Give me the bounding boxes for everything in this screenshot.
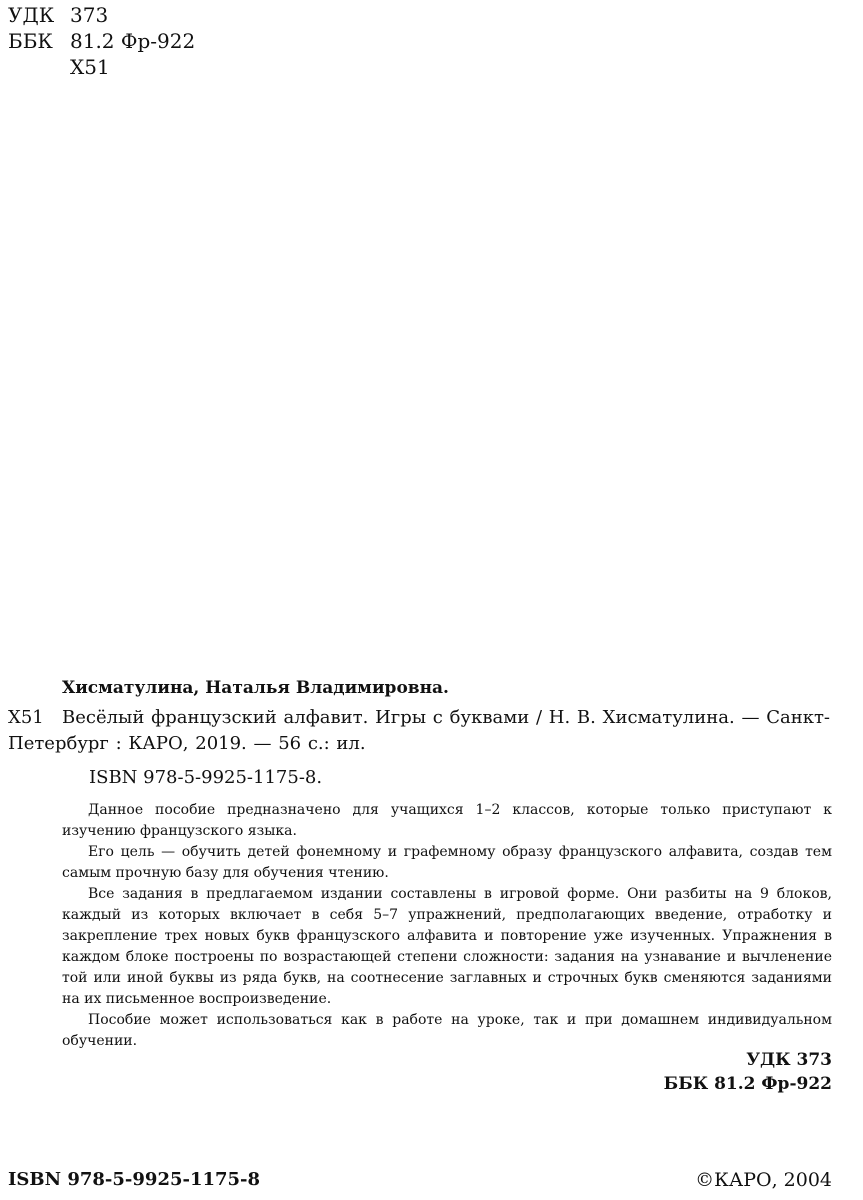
bbk-label: ББК [8, 29, 53, 53]
annotation-paragraph-1: Данное пособие предназначено для учащихся 1–2 классов, которые только приступают к изучению французского языка. [62, 802, 832, 839]
isbn-entry: ISBN 978-5-9925-1175-8. [89, 767, 323, 788]
udk-label: УДК [8, 3, 55, 27]
annotation [62, 800, 832, 1052]
entry-code: Х51 [8, 707, 44, 728]
author-mark: Х51 [70, 55, 110, 79]
bbk-bottom: ББК 81.2 Фр-922 [663, 1074, 832, 1094]
author-name: Хисматулина, Наталья Владимировна. [62, 678, 449, 698]
footer-isbn: ISBN 978-5-9925-1175-8 [8, 1169, 261, 1190]
annotation-paragraph-3: Все задания в предлагаемом издании составлены в игровой форме. Они разбиты на 9 блоков, каждый из которых включает в себя 5–7 упражнений, предполагающих введение, отработку и закрепление трех новых букв французского алфавита и повторение уже изученных. Упражнения в каждом блоке построены по возрастающей степени сложности: задания на узнавание и вычленение той или иной буквы из ряда букв, на соотнесение заглавных и строчных букв сменяются заданиями на их письменное воспроизведение. [62, 886, 832, 1007]
bbk-row [8, 28, 195, 54]
udk-row [8, 2, 195, 28]
footer-copyright: ©КАРО, 2004 [695, 1169, 832, 1191]
udk-value: 373 [70, 3, 109, 27]
author-mark-row [8, 54, 195, 80]
classification-bottom [664, 1048, 832, 1096]
title-line-2: Петербург : КАРО, 2019. — 56 с.: ил. [8, 733, 366, 754]
udk-bottom: УДК 373 [746, 1050, 832, 1070]
title-line-1: Весёлый французский алфавит. Игры с буквами / Н. В. Хисматулина. — Санкт- [62, 707, 830, 728]
annotation-paragraph-2: Его цель — обучить детей фонемному и графемному образу французского алфавита, создав тем самым прочную базу для обучения чтению. [62, 844, 832, 881]
classification-top [8, 2, 195, 80]
annotation-paragraph-4: Пособие может использоваться как в работе на уроке, так и при домашнем индивидуальном обучении. [62, 1012, 832, 1049]
bbk-value: 81.2 Фр-922 [70, 29, 196, 53]
